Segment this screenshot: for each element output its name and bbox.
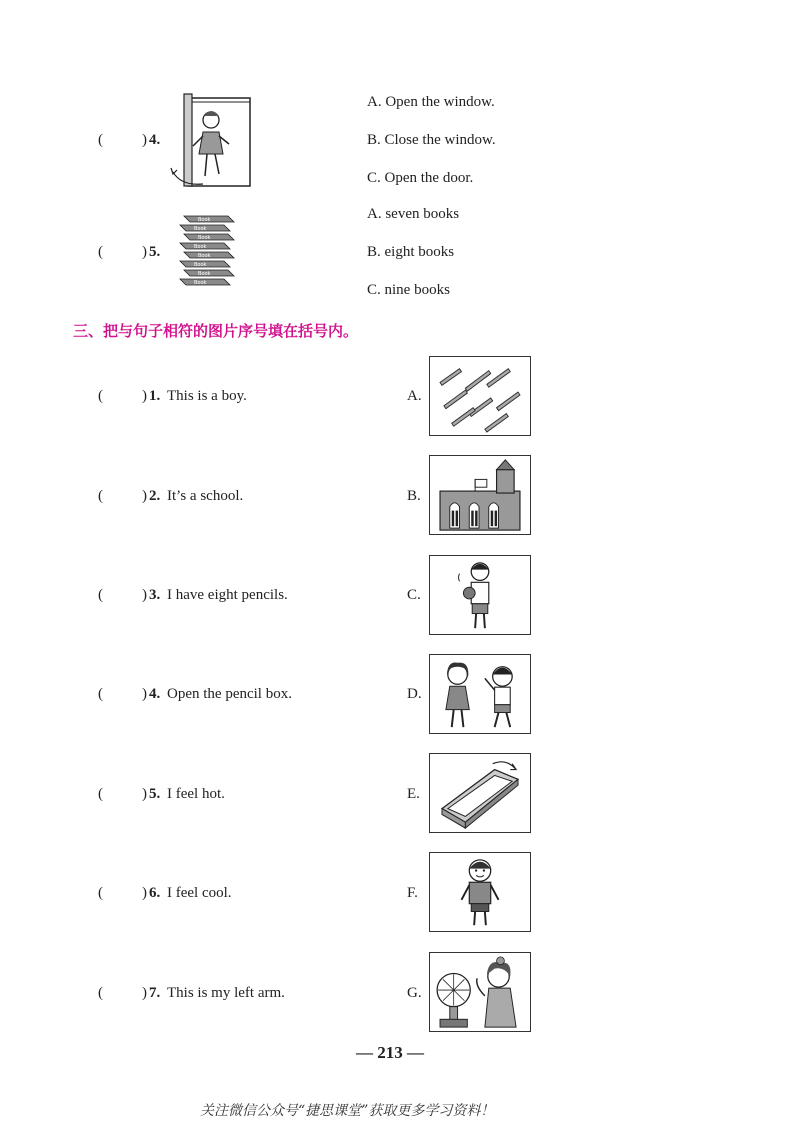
sentence-text: I feel cool. bbox=[167, 885, 232, 901]
answer-paren-close: ) bbox=[142, 686, 147, 702]
book-label: Book bbox=[198, 235, 211, 241]
books-stack-icon bbox=[170, 212, 250, 296]
picture-letter: C. bbox=[407, 587, 421, 603]
sentence-number: 6. bbox=[149, 885, 161, 901]
sentence-number: 1. bbox=[149, 388, 161, 404]
option-c: C. nine books bbox=[367, 282, 450, 298]
sentence-text: Open the pencil box. bbox=[167, 686, 292, 702]
answer-paren-close: ) bbox=[142, 786, 147, 802]
page-number: — 213 — bbox=[356, 1043, 424, 1062]
sentence-number: 3. bbox=[149, 587, 161, 603]
fan-girl-icon bbox=[430, 953, 530, 1031]
section-title: 三、把与句子相符的图片序号填在括号内。 bbox=[73, 322, 359, 340]
girl-door-icon bbox=[163, 92, 258, 192]
option-c: C. Open the door. bbox=[367, 170, 474, 186]
picture-letter: B. bbox=[407, 488, 421, 504]
answer-paren-close: ) bbox=[142, 587, 147, 603]
answer-paren-open: ( bbox=[98, 244, 103, 260]
sentence-text: It’s a school. bbox=[167, 488, 244, 504]
pencils-icon bbox=[430, 357, 530, 435]
sentence-text: This is my left arm. bbox=[167, 985, 285, 1001]
book-label: Book bbox=[194, 262, 207, 268]
answer-paren-open: ( bbox=[98, 388, 103, 404]
answer-paren-close: ) bbox=[142, 388, 147, 404]
sentence-number: 7. bbox=[149, 985, 161, 1001]
pencil-box-icon bbox=[430, 754, 530, 832]
picture-letter: A. bbox=[407, 388, 422, 404]
sentence-number: 5. bbox=[149, 786, 161, 802]
picture-letter: G. bbox=[407, 985, 422, 1001]
book-label: Book bbox=[198, 217, 211, 223]
answer-paren-close: ) bbox=[142, 244, 147, 260]
question-number: 5. bbox=[149, 244, 161, 260]
picture-box bbox=[429, 753, 531, 833]
boy-arm-icon bbox=[430, 556, 530, 634]
book-label: Book bbox=[194, 226, 207, 232]
picture-letter: E. bbox=[407, 786, 420, 802]
answer-paren-open: ( bbox=[98, 587, 103, 603]
answer-paren-close: ) bbox=[142, 885, 147, 901]
option-a: A. seven books bbox=[367, 206, 460, 222]
sentence-text: I have eight pencils. bbox=[167, 587, 288, 603]
option-a: A. Open the window. bbox=[367, 94, 495, 110]
question-number: 4. bbox=[149, 132, 161, 148]
book-label: Book bbox=[194, 280, 207, 286]
answer-paren-open: ( bbox=[98, 488, 103, 504]
answer-paren-open: ( bbox=[98, 132, 103, 148]
picture-box bbox=[429, 654, 531, 734]
answer-paren-close: ) bbox=[142, 985, 147, 1001]
answer-paren-open: ( bbox=[98, 985, 103, 1001]
picture-box bbox=[429, 455, 531, 535]
option-b: B. eight books bbox=[367, 244, 455, 260]
picture-letter: D. bbox=[407, 686, 422, 702]
footer-note: 关注微信公众号“捷思课堂”获取更多学习资料！ bbox=[200, 1103, 495, 1119]
answer-paren-open: ( bbox=[98, 885, 103, 901]
answer-paren-close: ) bbox=[142, 132, 147, 148]
option-b: B. Close the window. bbox=[367, 132, 496, 148]
picture-box bbox=[429, 555, 531, 635]
picture-box bbox=[429, 356, 531, 436]
sentence-number: 4. bbox=[149, 686, 161, 702]
girl-boy-icon bbox=[430, 655, 530, 733]
book-label: Book bbox=[194, 244, 207, 250]
picture-box bbox=[429, 852, 531, 932]
school-icon bbox=[430, 456, 530, 534]
picture-letter: F. bbox=[407, 885, 418, 901]
answer-paren-close: ) bbox=[142, 488, 147, 504]
picture-box bbox=[429, 952, 531, 1032]
book-label: Book bbox=[198, 253, 211, 259]
book-label: Book bbox=[198, 271, 211, 277]
sentence-text: I feel hot. bbox=[167, 786, 225, 802]
boy-icon bbox=[430, 853, 530, 931]
sentence-number: 2. bbox=[149, 488, 161, 504]
sentence-text: This is a boy. bbox=[167, 388, 247, 404]
answer-paren-open: ( bbox=[98, 786, 103, 802]
answer-paren-open: ( bbox=[98, 686, 103, 702]
